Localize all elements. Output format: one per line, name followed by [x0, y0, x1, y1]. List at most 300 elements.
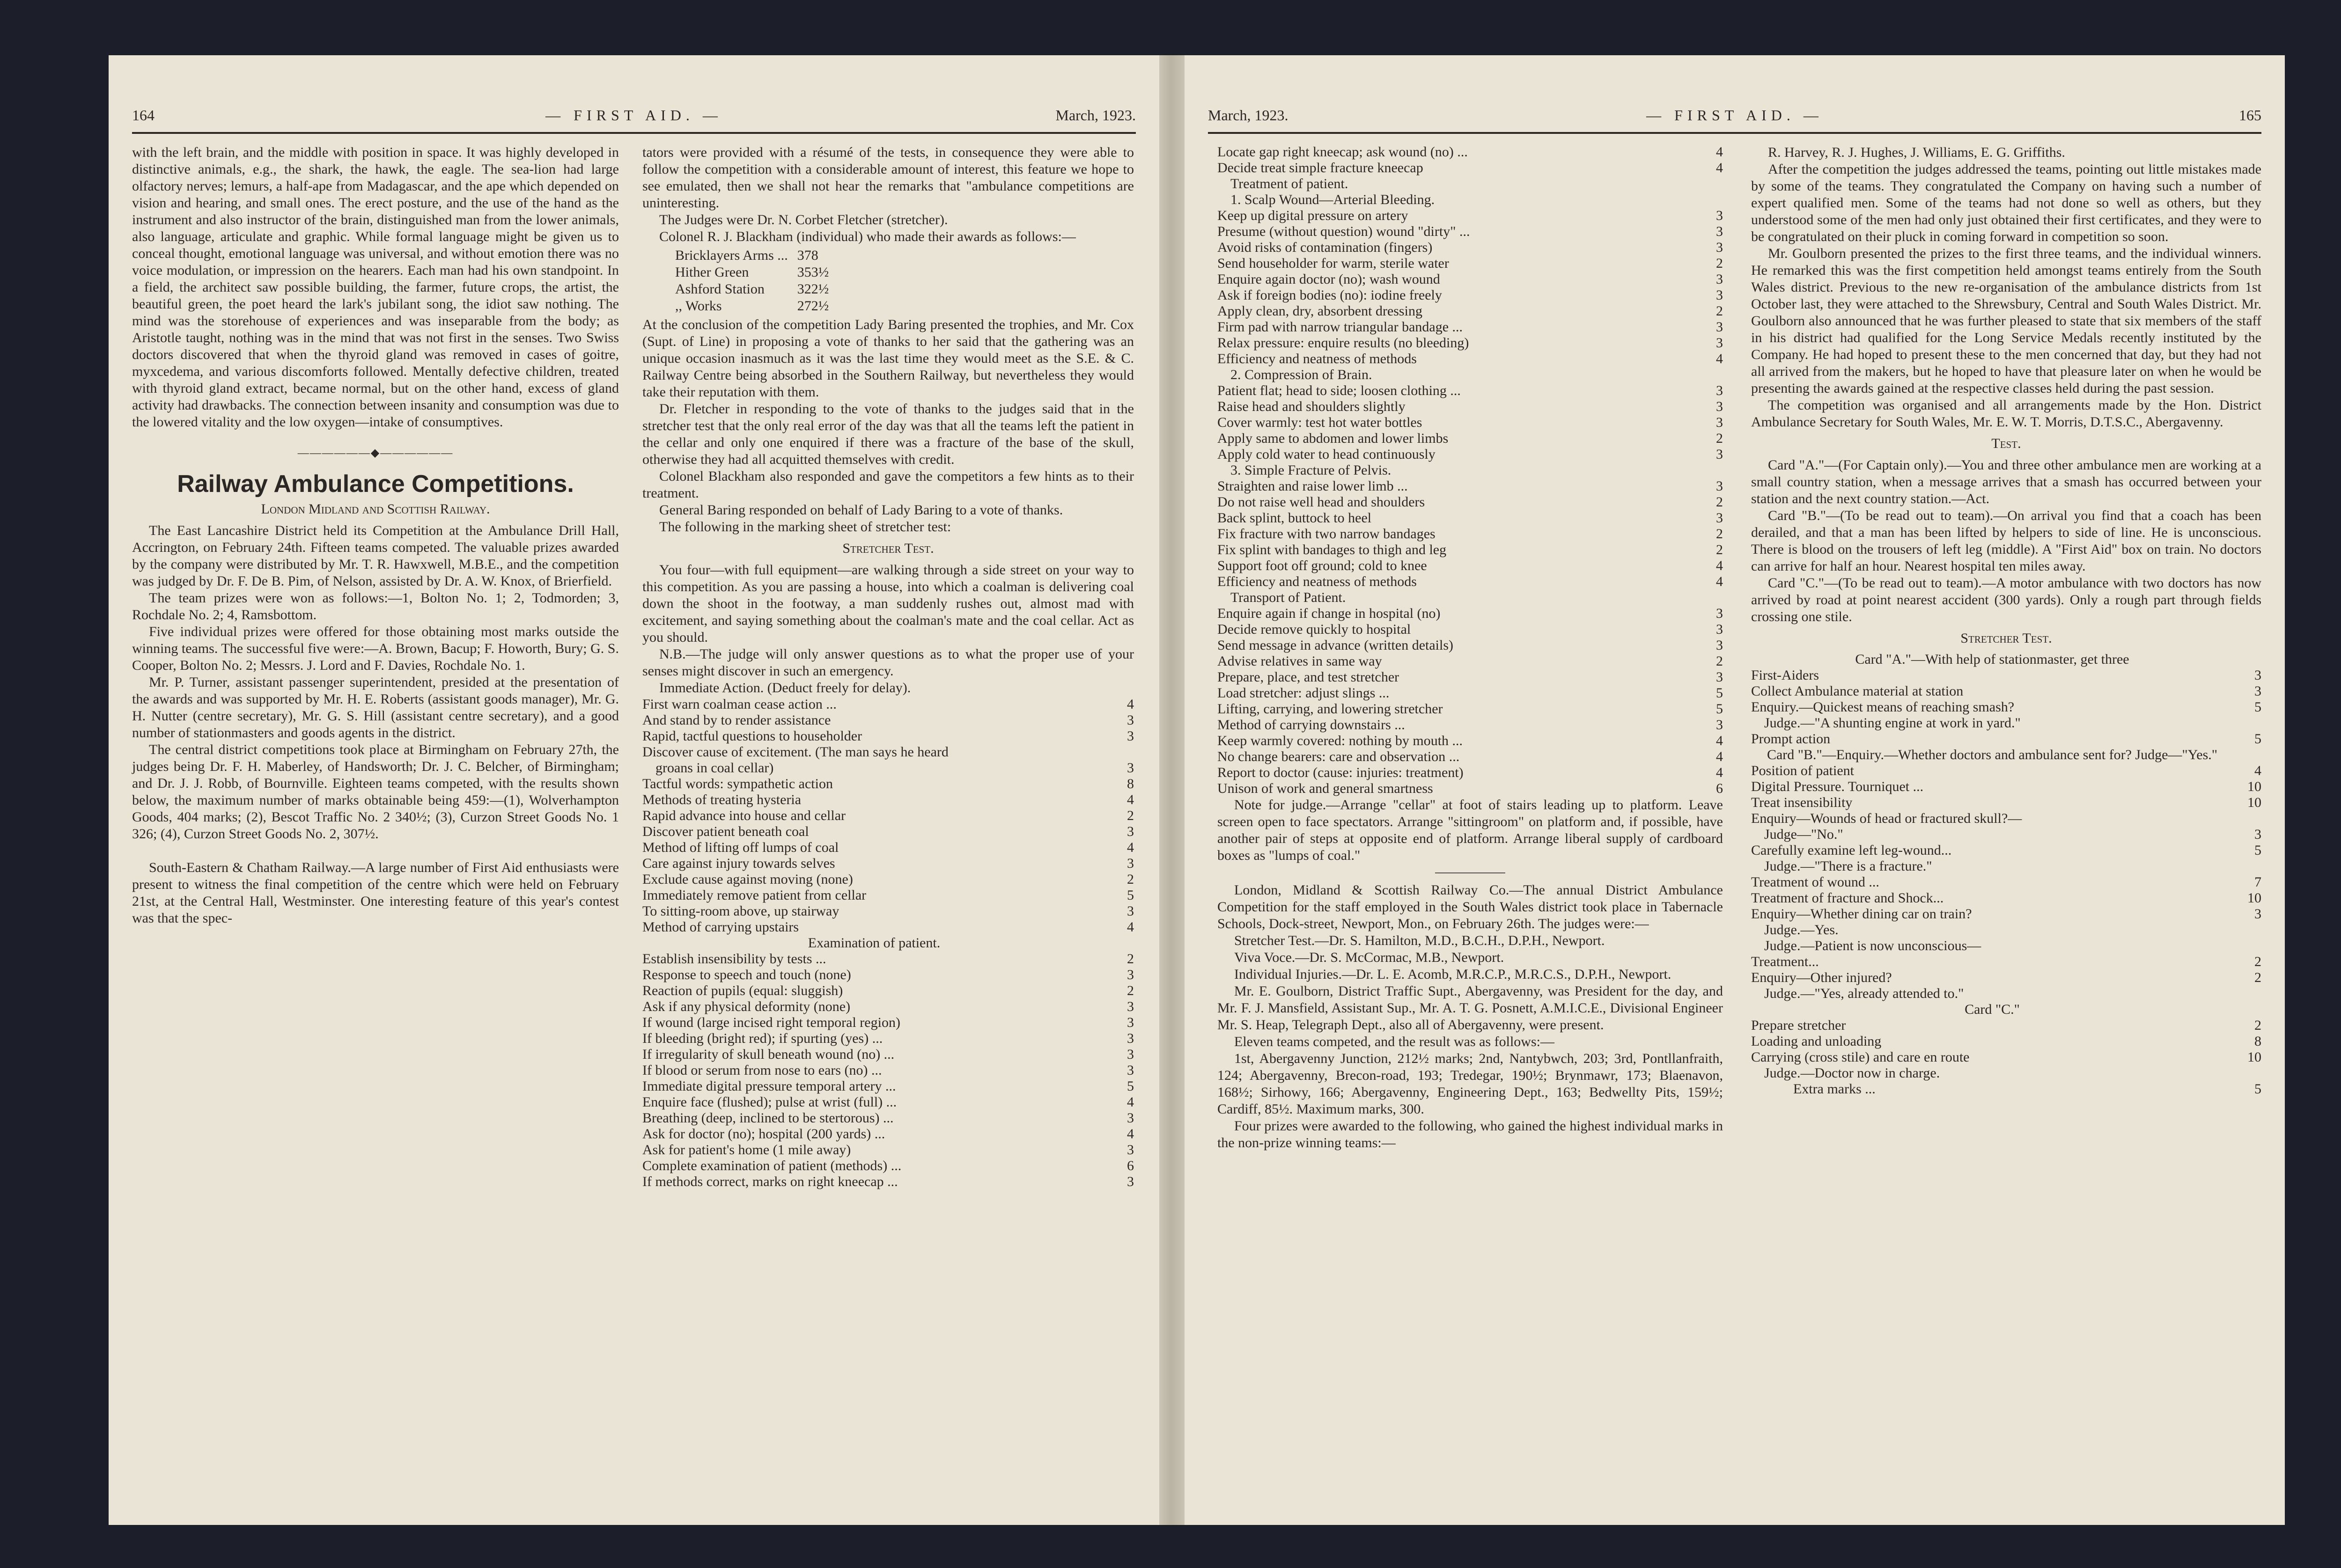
- mark-item: Enquiry—Wounds of head or fractured skull?—: [1751, 811, 2022, 826]
- mark-value: 5: [1716, 685, 1723, 701]
- mark-item: Breathing (deep, inclined to be stertorous) ...: [642, 1110, 894, 1126]
- mark-value: 2: [2254, 954, 2261, 969]
- mark-row: [1217, 685, 1723, 701]
- mark-item: Support foot off ground; cold to knee: [1217, 558, 1427, 573]
- mark-value: 10: [2247, 779, 2261, 794]
- mark-value: 2: [1716, 653, 1723, 669]
- mark-row: [1217, 622, 1723, 637]
- mark-row: [1751, 954, 2261, 970]
- paragraph: Colonel Blackham also responded and gave the competitors a few hints as to their treatment.: [642, 469, 1134, 501]
- mark-value: 3: [1127, 1174, 1134, 1189]
- mark-value: 3: [1127, 712, 1134, 728]
- mark-value: 3: [1127, 1110, 1134, 1126]
- mark-value: [1106, 744, 1134, 760]
- mark-row: [642, 919, 1134, 935]
- mark-row: [1217, 415, 1723, 431]
- paragraph: Card "A."—(For Captain only).—You and three other ambulance men are working at a small country station, when a message arrives that a smash has occurred between your station and the next country station.—Act.: [1751, 457, 2261, 506]
- mark-item: Ask if any physical deformity (none): [642, 999, 851, 1014]
- mark-item: Judge—"No.": [1764, 827, 1843, 842]
- mark-value: 4: [1716, 144, 1723, 160]
- mark-item: Reaction of pupils (equal: sluggish): [642, 983, 843, 998]
- mark-row: [1217, 781, 1723, 797]
- mark-value: 2: [1716, 431, 1723, 446]
- mark-item: Judge.—"A shunting engine at work in yard.": [1764, 715, 2021, 731]
- mark-value: [1695, 192, 1723, 208]
- mark-row: [1217, 478, 1723, 494]
- mark-value: 10: [2247, 890, 2261, 906]
- mark-value: [1695, 462, 1723, 478]
- mark-value: 4: [1716, 765, 1723, 780]
- mark-item: Rapid, tactful questions to householder: [642, 728, 862, 744]
- mark-value: 5: [1127, 1078, 1134, 1094]
- mark-item: If wound (large incised right temporal region): [642, 1015, 900, 1030]
- mark-item: Cover warmly: test hot water bottles: [1217, 415, 1422, 430]
- mark-item: Advise relatives in same way: [1217, 653, 1382, 669]
- mark-value: 2: [1127, 983, 1134, 998]
- mark-row: [1751, 667, 2261, 683]
- mark-row: [642, 728, 1134, 744]
- mark-item: Avoid risks of contamination (fingers): [1217, 240, 1433, 255]
- mark-item: Exclude cause against moving (none): [642, 872, 853, 887]
- mark-value: 4: [1716, 733, 1723, 748]
- mark-value: 4: [1716, 558, 1723, 573]
- mark-value: 3: [1716, 287, 1723, 303]
- mark-item: Enquire face (flushed); pulse at wrist (full) ...: [642, 1094, 897, 1110]
- mark-item: Card "C.": [1965, 1002, 2020, 1017]
- paragraph: Dr. Fletcher in responding to the vote of thanks to the judges said that in the stretcher test that the only real error of the day was that all the teams left the patient in the cellar and only one enquired if there was a fracture of the base of the skull, otherwise they had all acquitted themselves with credit.: [642, 401, 1134, 467]
- divider: [1435, 872, 1505, 873]
- paragraph: Eleven teams competed, and the result was as follows:—: [1234, 1034, 1554, 1049]
- mark-row: [642, 903, 1134, 919]
- mark-row: [1751, 1002, 2261, 1018]
- right-column-2: [1751, 144, 2261, 1097]
- mark-value: [1695, 590, 1723, 606]
- mark-value: 3: [1127, 1142, 1134, 1158]
- mark-row: [1751, 986, 2261, 1002]
- paragraph: with the left brain, and the middle with position in space. It was highly developed in distinctive animals, e.g., the shark, the hawk, the eagle. The sea-lion had large olfactory nerves; lemurs, a half-ape from Madagascar, and the ape which depended on vision and hearing, and small ones. The erect posture, and the use of the hand as the instrument and also instructor of the brain, distinguished man from the lower animals, also language, articulate and graphic. While formal language might be given us to conceal thought, emotional language was universal, and without emotion there was no voice modulation, or impression on the hearers. Each man had his own standpoint. In a field, the architect saw possible building, the farmer, future crops, the artist, the beautiful green, the poet heard the lark's jubilant song, the idiot saw nothing. The mind was the storehouse of experiences and was inseparable from the body; as Aristotle taught, nothing was in the mind that was not first in the senses. Two Swiss doctors discovered that when the thyroid gland was removed in cases of goitre, myxcedema, and various discomforts followed. Mentally defective children, treated with thyroid gland extract, became normal, but on the other hand, excess of gland activity had drawbacks. The connection between insanity and consumption was due to the lowered vitality and the low oxygen—intake of consumptives.: [132, 145, 619, 430]
- mark-item: Keep warmly covered: nothing by mouth ...: [1217, 733, 1463, 748]
- paragraph: Mr. P. Turner, assistant passenger superintendent, presided at the presentation of the awards and was supported by Mr. H. E. Roberts (assistant goods manager), Mr. G. H. Nutter (centre secretary), Mr. G. S. Hill (assistant centre secretary), and a good number of stationmasters and goods agents in the district.: [132, 674, 619, 740]
- mark-value: 8: [2254, 1033, 2261, 1049]
- mark-item: Treatment of fracture and Shock...: [1751, 890, 1944, 906]
- mark-value: 2: [2254, 1018, 2261, 1033]
- mark-value: 7: [2254, 874, 2261, 890]
- mark-value: 4: [1127, 792, 1134, 807]
- mark-value: 3: [1716, 383, 1723, 398]
- mark-value: [2233, 652, 2261, 667]
- mark-value: 3: [1127, 999, 1134, 1014]
- mark-item: Digital Pressure. Tourniquet ...: [1751, 779, 1924, 794]
- mark-value: 5: [1127, 887, 1134, 903]
- mark-value: 3: [1716, 447, 1723, 462]
- mark-row: [1217, 606, 1723, 622]
- mark-item: No change bearers: care and observation ...: [1217, 749, 1460, 764]
- mark-item: Extra marks ...: [1793, 1081, 1876, 1097]
- mark-row: [642, 1174, 1134, 1190]
- mark-row: [1751, 1049, 2261, 1065]
- mark-item: Judge.—"Yes, already attended to.": [1764, 986, 1964, 1001]
- mark-value: [2233, 938, 2261, 954]
- mark-item: Position of patient: [1751, 763, 1854, 778]
- mark-value: 2: [1716, 494, 1723, 510]
- mark-value: 5: [2254, 1081, 2261, 1097]
- mark-value: 3: [1716, 637, 1723, 653]
- mark-item: 1. Scalp Wound—Arterial Bleeding.: [1230, 192, 1435, 207]
- mark-item: Judge.—Yes.: [1764, 922, 1839, 938]
- mark-item: Method of carrying upstairs: [642, 919, 799, 935]
- mark-item: Method of lifting off lumps of coal: [642, 840, 839, 855]
- mark-item: Treatment of wound ...: [1751, 874, 1879, 890]
- mark-row: [1751, 938, 2261, 954]
- mark-value: 8: [1127, 776, 1134, 791]
- mark-value: 3: [1716, 717, 1723, 733]
- mark-row: [1751, 906, 2261, 922]
- mark-item: Prepare stretcher: [1751, 1018, 1846, 1033]
- mark-item: Presume (without question) wound "dirty" ...: [1217, 224, 1470, 239]
- mark-row: [1217, 303, 1723, 319]
- mark-item: Enquiry—Other injured?: [1751, 970, 1892, 985]
- mark-value: 5: [1716, 701, 1723, 717]
- mark-item: Carefully examine left leg-wound...: [1751, 843, 1952, 858]
- mark-row: [1217, 637, 1723, 653]
- table-row: Bricklayers Arms ... 378: [675, 248, 818, 263]
- mark-item: Straighten and raise lower limb ...: [1217, 478, 1408, 494]
- mark-item: Treatment of patient.: [1230, 176, 1348, 191]
- running-title: — FIRST AID. —: [545, 107, 722, 124]
- mark-item: Ask for patient's home (1 mile away): [642, 1142, 851, 1158]
- mark-item: If bleeding (bright red); if spurting (yes) ...: [642, 1031, 883, 1046]
- mark-row: [1217, 224, 1723, 240]
- mark-value: 3: [1127, 760, 1134, 776]
- mark-row: [642, 776, 1134, 792]
- mark-item: Do not raise well head and shoulders: [1217, 494, 1425, 510]
- mark-item: Rapid advance into house and cellar: [642, 808, 846, 823]
- mark-row: [1751, 779, 2261, 795]
- mark-row: [1751, 699, 2261, 715]
- mark-row: [1751, 858, 2261, 874]
- mark-item: Enquiry—Whether dining car on train?: [1751, 906, 1972, 922]
- subheading: London Midland and Scottish Railway.: [261, 501, 490, 517]
- mark-item: Judge.—"There is a fracture.": [1764, 858, 1932, 874]
- mark-row: [1217, 733, 1723, 749]
- mark-row: [1217, 431, 1723, 447]
- mark-item: Response to speech and touch (none): [642, 967, 851, 982]
- paragraph: After the competition the judges addressed the teams, pointing out little mistakes made by some of the teams. They congratulated the Company on having such a number of expert qualified men. Some of the teams had not done so well as others, but they understood some of the men had only just obtained their first certificates, and they were to be congratulated on their pluck in coming forward in competition so soon.: [1751, 161, 2261, 244]
- mark-row: [642, 983, 1134, 999]
- mark-row: [642, 808, 1134, 824]
- paragraph: Stretcher Test.—Dr. S. Hamilton, M.D., B.C.H., D.P.H., Newport.: [1234, 933, 1605, 948]
- mark-row: [642, 1078, 1134, 1094]
- paragraph: Immediate Action. (Deduct freely for delay).: [659, 680, 911, 696]
- mark-row: [1217, 590, 1723, 606]
- mark-row: [1217, 319, 1723, 335]
- mark-row: [1217, 510, 1723, 526]
- mark-item: Examination of patient.: [808, 935, 941, 951]
- mark-value: 3: [1716, 319, 1723, 335]
- mark-item: Report to doctor (cause: injuries: treatment): [1217, 765, 1464, 780]
- mark-item: If blood or serum from nose to ears (no) ...: [642, 1062, 882, 1078]
- paragraph: The central district competitions took place at Birmingham on February 27th, the judges being Dr. F. H. Maberley, of Handsworth; Dr. J. C. Belcher, of Birmingham; and Dr. J. J. Robb, of Bournville. Eighteen teams competed, with the results shown below, the maximum number of marks obtainable being 459:—(1), Wolverhampton Goods, 404 marks; (2), Bescot Traffic No. 2 340½; (3), Curzon Street Goods No. 1 326; (4), Curzon Street Goods No. 2, 307½.: [132, 742, 619, 842]
- subheading: Stretcher Test.: [1960, 630, 2052, 646]
- mark-row: [1751, 795, 2261, 811]
- paragraph: Card "B."—(To be read out to team).—On arrival you find that a coach has been derailed, and that a man has been lifted by helpers to side of line. He is unconscious. There is blood on the trousers of left leg (middle). A "First Aid" box on train. No doctors can arrive for half an hour. Nearest hospital ten miles away.: [1751, 508, 2261, 574]
- mark-row: [1751, 1033, 2261, 1049]
- paragraph: General Baring responded on behalf of Lady Baring to a vote of thanks.: [659, 502, 1063, 518]
- mark-value: 2: [2254, 970, 2261, 985]
- right-column-1: [1217, 144, 1723, 1151]
- mark-row: [1751, 715, 2261, 731]
- paragraph: At the conclusion of the competition Lady Baring presented the trophies, and Mr. Cox (Supt. of Line) in proposing a vote of thanks to her said that the gathering was an unique occasion inasmuch as it was the last time they would meet as the S.E. & C. Railway Centre being absorbed in the Southern Railway, but nevertheless they would take their reputation with them.: [642, 317, 1134, 400]
- mark-row: [642, 840, 1134, 856]
- mark-item: Apply clean, dry, absorbent dressing: [1217, 303, 1422, 319]
- mark-value: 3: [1127, 1062, 1134, 1078]
- mark-row: [642, 967, 1134, 983]
- mark-row: [1751, 827, 2261, 843]
- page-header: [132, 107, 1136, 135]
- left-column-2: [642, 144, 1134, 1190]
- right-page: [1185, 55, 2285, 1525]
- mark-row: [642, 696, 1134, 712]
- mark-row: [642, 1031, 1134, 1047]
- mark-row: [1751, 922, 2261, 938]
- mark-row: [642, 872, 1134, 887]
- mark-item: Discover cause of excitement. (The man says he heard: [642, 744, 949, 760]
- mark-value: 3: [1127, 967, 1134, 982]
- mark-value: 3: [1716, 208, 1723, 223]
- mark-row: [1217, 669, 1723, 685]
- mark-value: 3: [1716, 622, 1723, 637]
- paragraph: Colonel R. J. Blackham (individual) who made their awards as follows:—: [659, 229, 1076, 244]
- mark-item: Tactful words: sympathetic action: [642, 776, 833, 791]
- mark-item: And stand by to render assistance: [642, 712, 831, 728]
- mark-row: [1751, 874, 2261, 890]
- mark-value: 3: [2254, 683, 2261, 699]
- mark-value: 4: [1716, 574, 1723, 589]
- mark-item: Apply cold water to head continuously: [1217, 447, 1436, 462]
- mark-value: 3: [1716, 399, 1723, 414]
- mark-row: [1217, 447, 1723, 462]
- mark-value: 2: [1127, 951, 1134, 967]
- mark-item: First-Aiders: [1751, 667, 1819, 683]
- mark-row: [1217, 240, 1723, 256]
- mark-row: [642, 1094, 1134, 1110]
- mark-row: [1751, 843, 2261, 858]
- paragraph: 1st, Abergavenny Junction, 212½ marks; 2nd, Nantybwch, 203; 3rd, Pontllanfraith, 124; Abergavenny, Brecon-road, 193; Tredegar, 190½; Brynmawr, 173; Blaenavon, 168½; Sirhowy, 166; Abergavenny, Engineering Dept., 163; Bedwellty Pits, 159½; Cardiff, 85½. Maximum marks, 300.: [1217, 1051, 1723, 1117]
- paragraph: Five individual prizes were offered for those obtaining most marks outside the winning teams. The successful five were:—A. Brown, Bacup; F. Howorth, Bury; G. S. Cooper, Bolton No. 2; Messrs. J. Lord and F. Davies, Rochdale No. 1.: [132, 624, 619, 673]
- mark-row: [1751, 811, 2261, 827]
- mark-row: [1217, 367, 1723, 383]
- mark-row: [1751, 763, 2261, 779]
- stretcher-marking-sheet: [1751, 652, 2261, 1097]
- mark-value: 3: [1716, 669, 1723, 685]
- mark-item: 2. Compression of Brain.: [1230, 367, 1372, 382]
- paragraph: R. Harvey, R. J. Hughes, J. Williams, E. G. Griffiths.: [1768, 145, 2065, 160]
- mark-value: 3: [1716, 335, 1723, 351]
- subheading: Test.: [1991, 436, 2021, 451]
- mark-value: [2233, 811, 2261, 827]
- page-header: [1208, 107, 2261, 135]
- mark-row: [1217, 176, 1723, 192]
- paragraph: Card "C."—(To be read out to team).—A motor ambulance with two doctors has now arrived by road at point nearest accident (300 yards). Only a rough part through fields crossing one stile.: [1751, 575, 2261, 624]
- mark-item: First warn coalman cease action ...: [642, 696, 837, 712]
- mark-value: 2: [1716, 303, 1723, 319]
- mark-item: Fix fracture with two narrow bandages: [1217, 526, 1436, 542]
- mark-item: Locate gap right kneecap; ask wound (no) ...: [1217, 144, 1468, 160]
- mark-value: 3: [1127, 856, 1134, 871]
- mark-value: [1106, 935, 1134, 951]
- mark-value: [1695, 176, 1723, 192]
- mark-row: [642, 744, 1134, 760]
- ornament-divider: ——————◆——————: [297, 447, 454, 459]
- mark-value: [1695, 367, 1723, 383]
- mark-value: 5: [2254, 731, 2261, 747]
- mark-row: [642, 1142, 1134, 1158]
- mark-value: [2233, 1065, 2261, 1081]
- paragraph: The competition was organised and all arrangements made by the Hon. District Ambulance Secretary for South Wales, Mr. E. W. T. Morris, D.T.S.C., Abergavenny.: [1751, 397, 2261, 430]
- paragraph: You four—with full equipment—are walking through a side street on your way to this competition. As you are passing a house, into which a coalman is delivering coal down the shoot in the footway, a man suddenly rushes out, almost mad with excitement, and saying something about the coalman's mate and the coal cellar. Act as you should.: [642, 562, 1134, 645]
- mark-row: [1217, 494, 1723, 510]
- mark-item: Decide remove quickly to hospital: [1217, 622, 1411, 637]
- mark-item: Decide treat simple fracture kneecap: [1217, 160, 1423, 176]
- mark-item: Relax pressure: enquire results (no bleeding): [1217, 335, 1469, 351]
- page-date: March, 1923.: [1055, 107, 1136, 124]
- mark-value: 3: [1716, 478, 1723, 494]
- mark-value: 2: [1716, 542, 1723, 557]
- mark-item: Enquire again doctor (no); wash wound: [1217, 271, 1440, 287]
- mark-item: If methods correct, marks on right kneecap ...: [642, 1174, 898, 1189]
- mark-value: 4: [2254, 763, 2261, 778]
- mark-value: 10: [2247, 1049, 2261, 1065]
- mark-value: [2233, 1002, 2261, 1018]
- mark-value: 3: [1127, 903, 1134, 919]
- mark-row: [1217, 208, 1723, 224]
- mark-row: [1751, 731, 2261, 747]
- mark-item: Card "A."—With help of stationmaster, get three: [1855, 652, 2129, 667]
- mark-item: Lifting, carrying, and lowering stretcher: [1217, 701, 1443, 717]
- mark-item: To sitting-room above, up stairway: [642, 903, 839, 919]
- mark-item: groans in coal cellar): [655, 760, 774, 776]
- mark-item: Unison of work and general smartness: [1217, 781, 1433, 796]
- paragraph: Note for judge.—Arrange "cellar" at foot of stairs leading up to platform. Leave screen open to face spectators. Arrange "sittingroom" on platform and, if possible, have another pair of steps at opposite end of platform. Arrange liberal supply of cardboard boxes as "lumps of coal.": [1217, 797, 1723, 863]
- mark-value: 3: [1127, 1047, 1134, 1062]
- mark-value: 2: [1716, 526, 1723, 542]
- mark-row: [1751, 1018, 2261, 1033]
- mark-value: 3: [2254, 667, 2261, 683]
- paragraph: Mr. E. Goulborn, District Traffic Supt., Abergavenny, was President for the day, and Mr. F. J. Mansfield, Assistant Sup., Mr. A. T. G. Posnett, A.M.I.C.E., Divisional Engineer Mr. S. Heap, Telegraph Dept., also all of Abergavenny, were present.: [1217, 983, 1723, 1033]
- mark-row: [642, 935, 1134, 951]
- mark-row: [1751, 747, 2261, 763]
- table-row: ,, Works 272½: [675, 298, 829, 314]
- mark-item: Card "B."—Enquiry.—Whether doctors and ambulance sent for? Judge—"Yes.": [1767, 747, 2218, 762]
- mark-value: 4: [1127, 696, 1134, 712]
- mark-row: [1217, 653, 1723, 669]
- mark-value: 3: [1716, 606, 1723, 621]
- mark-item: Carrying (cross stile) and care en route: [1751, 1049, 1970, 1065]
- mark-value: 3: [2254, 827, 2261, 842]
- mark-item: Send message in advance (written details): [1217, 637, 1453, 653]
- mark-item: Apply same to abdomen and lower limbs: [1217, 431, 1449, 446]
- mark-item: Fix splint with bandages to thigh and leg: [1217, 542, 1447, 557]
- mark-row: [642, 1047, 1134, 1062]
- mark-row: [1217, 701, 1723, 717]
- mark-row: [1217, 399, 1723, 415]
- mark-row: [1217, 765, 1723, 781]
- mark-item: Method of carrying downstairs ...: [1217, 717, 1405, 733]
- mark-row: [642, 760, 1134, 776]
- mark-row: [1217, 526, 1723, 542]
- mark-item: Keep up digital pressure on artery: [1217, 208, 1408, 223]
- mark-row: [1217, 144, 1723, 160]
- mark-row: [642, 1062, 1134, 1078]
- mark-row: [1217, 160, 1723, 176]
- paragraph: The team prizes were won as follows:—1, Bolton No. 1; 2, Todmorden; 3, Rochdale No. 2; 4, Ramsbottom.: [132, 590, 619, 623]
- mark-item: Discover patient beneath coal: [642, 824, 809, 839]
- mark-item: Collect Ambulance material at station: [1751, 683, 1964, 699]
- mark-row: [642, 712, 1134, 728]
- mark-item: Judge.—Patient is now unconscious—: [1764, 938, 1981, 953]
- mark-item: Firm pad with narrow triangular bandage ...: [1217, 319, 1463, 335]
- mark-value: 4: [1716, 351, 1723, 366]
- mark-item: Immediate digital pressure temporal artery ...: [642, 1078, 896, 1094]
- mark-item: Prepare, place, and test stretcher: [1217, 669, 1399, 685]
- mark-value: [2233, 858, 2261, 874]
- mark-row: [642, 1015, 1134, 1031]
- mark-row: [1217, 717, 1723, 733]
- mark-value: 4: [1127, 1126, 1134, 1142]
- mark-value: 4: [1127, 1094, 1134, 1110]
- mark-value: 4: [1127, 840, 1134, 855]
- marking-sheet: [642, 696, 1134, 1190]
- page-number: 165: [2239, 107, 2261, 124]
- mark-item: Immediately remove patient from cellar: [642, 887, 867, 903]
- mark-item: Patient flat; head to side; loosen clothing ...: [1217, 383, 1461, 398]
- running-title: — FIRST AID. —: [1646, 107, 1823, 124]
- mark-row: [1217, 462, 1723, 478]
- mark-item: Loading and unloading: [1751, 1033, 1882, 1049]
- mark-value: 2: [1127, 808, 1134, 823]
- mark-row: [1217, 256, 1723, 271]
- mark-value: 2: [1127, 872, 1134, 887]
- mark-value: [2233, 747, 2261, 763]
- mark-value: 10: [2247, 795, 2261, 810]
- mark-item: Prompt action: [1751, 731, 1831, 747]
- mark-item: Methods of treating hysteria: [642, 792, 802, 807]
- paragraph: The East Lancashire District held its Competition at the Ambulance Drill Hall, Accrington, on February 24th. Fifteen teams competed. The valuable prizes awarded by the company were distributed by Mr. T. R. Hawxwell, M.B.E., and the competition was judged by Dr. F. De B. Pim, of Nelson, assisted by Dr. A. W. Knox, of Brierfield.: [132, 523, 619, 589]
- mark-value: 3: [1716, 240, 1723, 255]
- mark-row: [1217, 351, 1723, 367]
- mark-row: [1751, 1065, 2261, 1081]
- mark-item: Treat insensibility: [1751, 795, 1853, 810]
- mark-value: 3: [1716, 271, 1723, 287]
- mark-item: 3. Simple Fracture of Pelvis.: [1230, 462, 1391, 478]
- mark-item: Treatment...: [1751, 954, 1819, 969]
- mark-item: Ask for doctor (no); hospital (200 yards) ...: [642, 1126, 885, 1142]
- left-page: [109, 55, 1159, 1525]
- mark-item: Establish insensibility by tests ...: [642, 951, 826, 967]
- mark-value: 3: [1716, 415, 1723, 430]
- mark-item: Judge.—Doctor now in charge.: [1764, 1065, 1940, 1081]
- mark-item: Back splint, buttock to heel: [1217, 510, 1372, 526]
- mark-row: [642, 1110, 1134, 1126]
- header-rule: [1208, 132, 2261, 134]
- mark-value: 3: [2254, 906, 2261, 922]
- mark-row: [1217, 558, 1723, 574]
- paragraph: South-Eastern & Chatham Railway.—A large number of First Aid enthusiasts were present to witness the final competition of the centre which were held on February 21st, at the Central Hall, Westminster. One interesting feature of this year's contest was that the spec-: [132, 860, 619, 926]
- mark-row: [1217, 271, 1723, 287]
- mark-row: [642, 951, 1134, 967]
- section-title: Railway Ambulance Competitions.: [177, 470, 574, 498]
- mark-item: Transport of Patient.: [1230, 590, 1346, 605]
